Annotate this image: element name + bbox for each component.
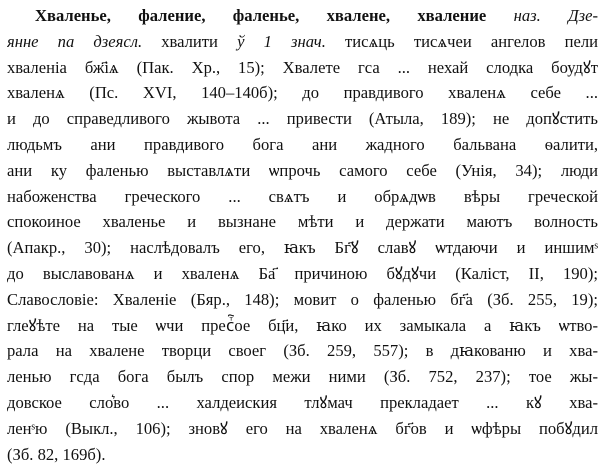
entry-line	[7, 106, 598, 132]
entry-line	[7, 3, 598, 29]
entry-line	[7, 416, 598, 442]
entry-text	[486, 6, 513, 25]
headword: Хваленье, фалениe, фаленье, хвалене, хвалениe	[35, 6, 487, 25]
entry-text: ленью гсда бога былъ спор межи ними (Зб. 752, 237); тое жы-	[7, 367, 598, 387]
entry-line	[7, 390, 598, 416]
entry-text: ани ку фаленью выставлѧти ѡпрочь самого себе (Унія, 34); люди	[7, 160, 598, 180]
entry-text: набоженства греческого ... свѧтъ и обрѧдѡв вѣры греческой	[7, 186, 598, 206]
entry-text: (Зб. 82, 169б).	[7, 444, 106, 464]
entry-text: спокоиное хваленье и вызнанe мѣти и держати маютъ волность	[7, 212, 598, 232]
entry-line	[7, 364, 598, 390]
entry-text: людьмъ ани правдивого бога ани жадного бальвана ѳалити,	[7, 134, 598, 154]
dictionary-entry	[7, 3, 598, 467]
entry-line	[7, 80, 598, 106]
entry-line	[7, 184, 598, 210]
entry-text: ленˢю (Выкл., 106); зновꙋ его на хваленѧ бг҃ов и ѡфѣры побꙋдил	[7, 418, 598, 438]
entry-line	[7, 158, 598, 184]
entry-text: хваленѧ (Пс. XVI, 140–140б); до правдивого хваленѧ себе ...	[7, 83, 598, 103]
entry-text: глеꙋѣте на тые ѡчи пресⷮ҇ое бц҃и, ꙗко их замыкала а ꙗкъ ѡтво-	[7, 315, 598, 335]
entry-line	[7, 55, 598, 81]
entry-line	[7, 338, 598, 364]
entry-text: (Апакр., 30); наслѣдовалъ его, ꙗкъ Бг҃ꙋ славꙋ ѡтдаючи и иншимˢ	[7, 238, 598, 258]
entry-line	[7, 209, 598, 235]
entry-line	[7, 287, 598, 313]
entry-line	[7, 442, 598, 468]
entry-text: довское сло͛во ... халдеиския тлꙋмач прекладает ... кꙋ хва-	[7, 392, 598, 412]
grammar-label: янне па дзеясл.	[7, 31, 143, 51]
entry-line	[7, 261, 598, 287]
entry-text: и до справедливого жывота ... привести (Атыла, 189); не допꙋстить	[7, 109, 598, 129]
entry-line	[7, 235, 598, 261]
entry-line	[7, 313, 598, 339]
entry-line	[7, 29, 598, 55]
entry-text: хвалити	[142, 31, 238, 51]
entry-text: тисѧць тисѧчеи ангелов пели	[325, 31, 598, 51]
entry-text: рала на хваленe творци своег (Зб. 259, 557); в дꙗкованю и хва-	[7, 341, 598, 361]
grammar-label: наз. Дзе-	[513, 6, 598, 25]
entry-text: до выславованѧ и хваленѧ Ба҃ причиною бꙋдꙋчи (Каліст, II, 190);	[7, 263, 598, 283]
entry-text: Славословіе: Хваленіе (Бяр., 148); мовит о фаленью бг҃а (Зб. 255, 19);	[7, 289, 598, 309]
grammar-label: ў 1 знач.	[237, 31, 326, 51]
entry-text: хваленіа бж҃іѧ (Пак. Хр., 15); Хвалете гса ... нехай слодка боудꙋт	[7, 57, 598, 77]
entry-line	[7, 132, 598, 158]
